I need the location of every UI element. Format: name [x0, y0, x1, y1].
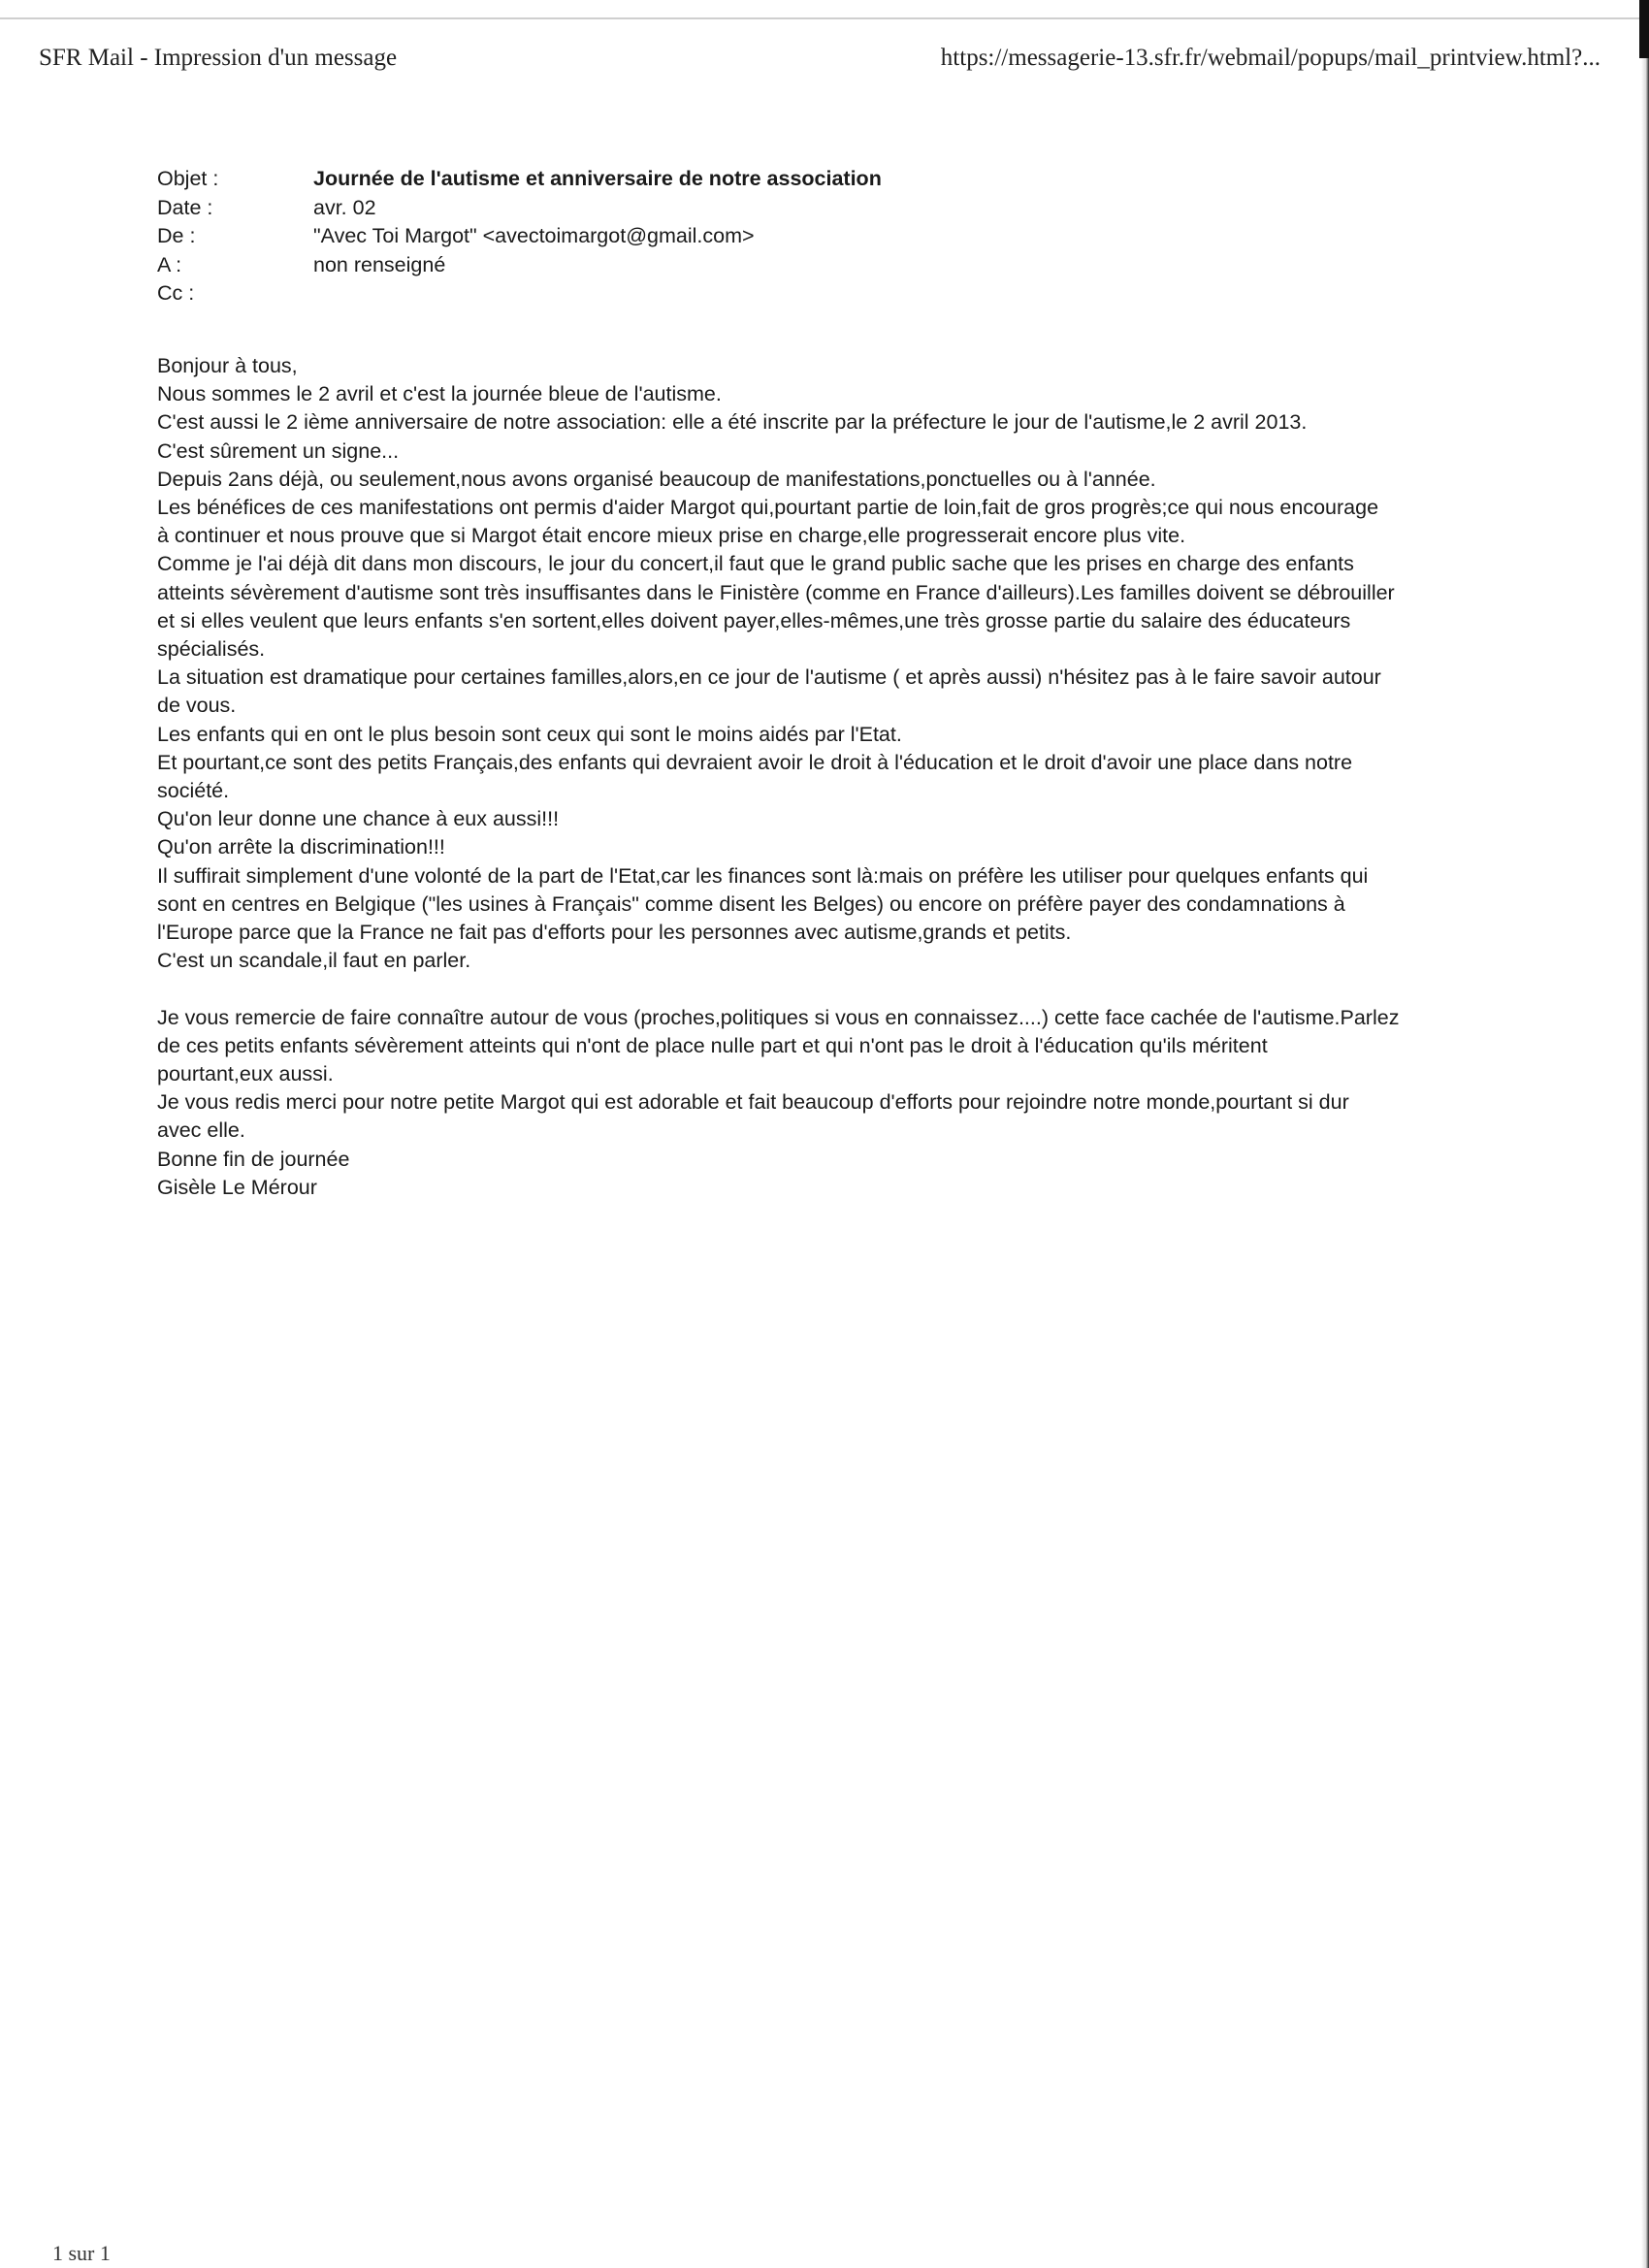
- body-line: La situation est dramatique pour certaines familles,alors,en ce jour de l'autisme ( et après aussi) n'hésitez pas à le faire savoir autour: [157, 665, 1381, 690]
- body-line: Je vous remercie de faire connaître autour de vous (proches,politiques si vous en connaissez....) cette face cachée de l'autisme.Parlez: [157, 1005, 1400, 1029]
- body-blank-line: [157, 975, 1515, 1003]
- date-label: Date :: [157, 195, 213, 219]
- body-line: spécialisés.: [157, 637, 266, 662]
- body-line: Je vous redis merci pour notre petite Margot qui est adorable et fait beaucoup d'efforts pour rejoindre notre monde,pourtant si dur: [157, 1090, 1349, 1115]
- body-line: atteints sévèrement d'autisme sont très insuffisantes dans le Finistère (comme en France d'ailleurs).Les familles doivent se débrouiller: [157, 580, 1395, 604]
- body-line: avec elle.: [157, 1118, 245, 1143]
- body-line: Bonjour à tous,: [157, 354, 298, 377]
- print-page-url: https://messagerie-13.sfr.fr/webmail/popups/mail_printview.html?...: [940, 45, 1600, 71]
- body-line: Qu'on arrête la discrimination!!!: [157, 835, 445, 859]
- body-line: Et pourtant,ce sont des petits Français,des enfants qui devraient avoir le droit à l'éducation et le droit d'avoir une place dans notre: [157, 750, 1353, 774]
- scan-top-border: [0, 17, 1649, 19]
- body-line: Comme je l'ai déjà dit dans mon discours, le jour du concert,il faut que le grand public sache que les prises en charge des enfants: [157, 552, 1354, 576]
- body-line: et si elles veulent que leurs enfants s'en sortent,elles doivent payer,elles-mêmes,une très grosse partie du salaire des éducateurs: [157, 608, 1351, 632]
- cc-row: [157, 279, 882, 308]
- subject-value: Journée de l'autisme et anniversaire de notre association: [313, 167, 882, 190]
- body-line: Les enfants qui en ont le plus besoin sont ceux qui sont le moins aidés par l'Etat.: [157, 722, 902, 746]
- body-line: à continuer et nous prouve que si Margot était encore mieux prise en charge,elle progresserait encore plus vite.: [157, 524, 1186, 548]
- cc-label: Cc :: [157, 281, 195, 305]
- message-headers: [157, 165, 882, 308]
- subject-label: Objet :: [157, 167, 219, 190]
- date-row: [157, 194, 882, 223]
- from-row: [157, 222, 882, 251]
- page-number: 1 sur 1: [52, 2241, 111, 2265]
- print-page-title: SFR Mail - Impression d'un message: [39, 45, 398, 71]
- body-line: Nous sommes le 2 avril et c'est la journée bleue de l'autisme.: [157, 382, 722, 406]
- to-row: [157, 251, 882, 280]
- body-line: société.: [157, 779, 230, 803]
- subject-row: [157, 165, 882, 194]
- body-line: Il suffirait simplement d'une volonté de la part de l'Etat,car les finances sont là:mais on préfère les utiliser pour quelques enfants qui: [157, 863, 1369, 888]
- to-label: A :: [157, 252, 182, 276]
- body-line: C'est un scandale,il faut en parler.: [157, 949, 471, 973]
- date-value: avr. 02: [313, 195, 376, 219]
- print-header: [39, 45, 1600, 83]
- body-line: Qu'on leur donne une chance à eux aussi!!!: [157, 807, 560, 831]
- body-line: Depuis 2ans déjà, ou seulement,nous avons organisé beaucoup de manifestations,ponctuelles ou à l'année.: [157, 467, 1156, 491]
- scan-right-edge: [1641, 0, 1649, 2268]
- body-line: de vous.: [157, 694, 237, 718]
- body-line: Gisèle Le Mérour: [157, 1175, 317, 1199]
- from-label: De :: [157, 224, 196, 247]
- message-body: [157, 352, 1515, 1202]
- body-line: Les bénéfices de ces manifestations ont permis d'aider Margot qui,pourtant partie de loin,fait de gros progrès;ce qui nous encourage: [157, 496, 1379, 520]
- body-line: Bonne fin de journée: [157, 1147, 350, 1171]
- body-line: pourtant,eux aussi.: [157, 1062, 334, 1086]
- body-line: C'est sûrement un signe...: [157, 438, 400, 463]
- body-line: C'est aussi le 2 ième anniversaire de notre association: elle a été inscrite par la préfecture le jour de l'autisme,le 2 avril 2013.: [157, 410, 1308, 435]
- scan-corner-mark: [1639, 0, 1649, 58]
- body-line: sont en centres en Belgique ("les usines à Français" comme disent les Belges) ou encore on préfère payer des condamnations à: [157, 891, 1345, 916]
- to-value: non renseigné: [313, 252, 446, 276]
- body-line: l'Europe parce que la France ne fait pas d'efforts pour les personnes avec autisme,grands et petits.: [157, 921, 1072, 945]
- from-value: "Avec Toi Margot" <avectoimargot@gmail.com>: [313, 224, 755, 247]
- body-line: de ces petits enfants sévèrement atteints qui n'ont de place nulle part et qui n'ont pas le droit à l'éducation qu'ils méritent: [157, 1033, 1268, 1057]
